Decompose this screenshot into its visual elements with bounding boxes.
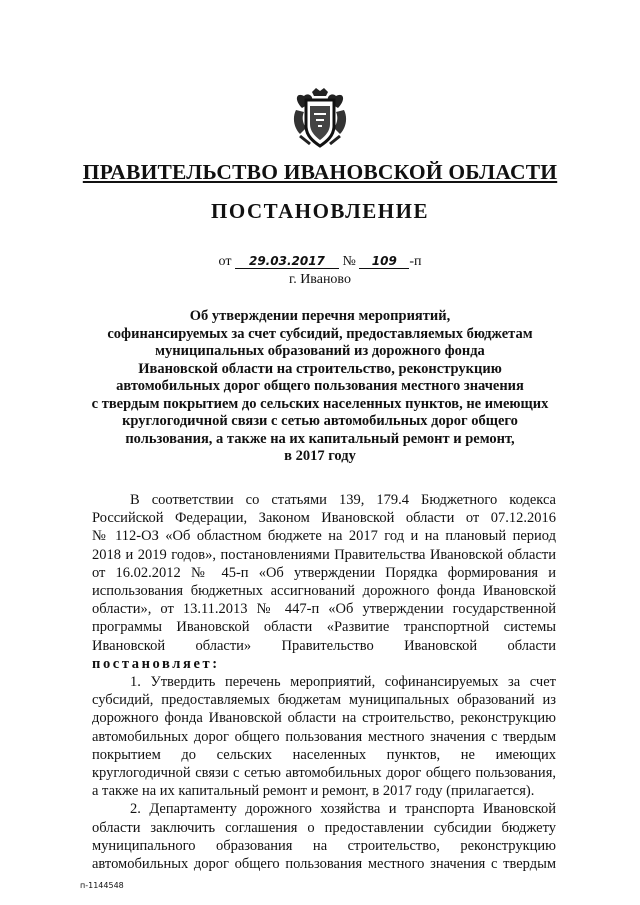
body-line: 2018 и 2019 годов», постановлениями Правительства Ивановской области	[92, 546, 556, 563]
organization-name: ПРАВИТЕЛЬСТВО ИВАНОВСКОЙ ОБЛАСТИ	[82, 160, 558, 184]
body-line: 2. Департаменту дорожного хозяйства и транспорта Ивановской	[130, 801, 556, 818]
body-line: Ивановской области» Правительство Ивановской области	[92, 637, 556, 654]
title-line: муниципальных образований из дорожного фонда	[155, 343, 485, 359]
date-value: 29.03.2017	[235, 254, 339, 269]
document-type: ПОСТАНОВЛЕНИЕ	[211, 199, 429, 223]
body-line: круглогодичной связи с сетью автомобильных дорог общего пользования,	[92, 765, 556, 782]
body-line: № 112-ОЗ «Об областном бюджете на 2017 год и на плановый период	[92, 528, 556, 545]
coat-of-arms-icon	[290, 88, 350, 150]
body-line: а также на их капитальный ремонт и ремонт, в 2017 году (прилагается).	[92, 783, 535, 800]
document-code: п-1144548	[80, 881, 124, 890]
date-number-line	[0, 254, 640, 270]
body-line: программы Ивановской области «Развитие транспортной системы	[92, 619, 556, 636]
number-suffix: -п	[409, 254, 422, 269]
date-prefix: от	[218, 254, 232, 269]
number-value: 109	[359, 254, 409, 269]
body-line: В соответствии со статьями 139, 179.4 Бюджетного кодекса	[130, 492, 556, 508]
body-line: покрытием до сельских населенных пунктов, не имеющих	[92, 746, 556, 763]
title-line: софинансируемых за счет субсидий, предоставляемых бюджетам	[107, 325, 533, 342]
body-line: автомобильных дорог общего пользования местного значения с твердым	[92, 728, 556, 745]
body-line: от 16.02.2012 № 45-п «Об утверждении Порядка формирования и	[92, 564, 556, 581]
number-prefix: №	[342, 254, 356, 269]
title-line: пользования, а также на их капитальный ремонт и ремонт,	[125, 430, 515, 447]
title-line: Об утверждении перечня мероприятий,	[189, 308, 451, 324]
title-line: автомобильных дорог общего пользования местного значения	[116, 378, 524, 394]
title-line: Ивановской области на строительство, реконструкцию	[138, 360, 502, 377]
title-line: круглогодичной связи с сетью автомобильных дорог общего	[122, 413, 518, 429]
body-line: использования бюджетных ассигнований дорожного фонда Ивановской	[92, 583, 556, 600]
body-line: дорожного фонда Ивановской области на строительство, реконструкцию	[92, 710, 556, 727]
body-line: субсидий, предоставляемых бюджетам муниципальных образований из	[92, 692, 556, 709]
body-line: 1. Утвердить перечень мероприятий, софинансируемых за счет	[130, 674, 556, 691]
body-line: Российской Федерации, Законом Ивановской области от 07.12.2016	[92, 510, 556, 527]
title-line: с твердым покрытием до сельских населенных пунктов, не имеющих	[91, 395, 549, 412]
body-line: области», от 13.11.2013 № 447-п «Об утверждении государственной	[92, 601, 556, 618]
body-line: муниципального образования на строительство, реконструкцию	[92, 837, 556, 854]
document-title	[80, 308, 560, 466]
city-name: г. Иваново	[289, 272, 351, 287]
title-line: в 2017 году	[284, 448, 356, 464]
body-line: автомобильных дорог общего пользования местного значения с твердым	[92, 856, 556, 873]
resolves-word: постановляет:	[92, 655, 220, 672]
document-body	[92, 491, 556, 873]
body-line: области заключить соглашения о предоставлении субсидии бюджету	[92, 819, 556, 836]
